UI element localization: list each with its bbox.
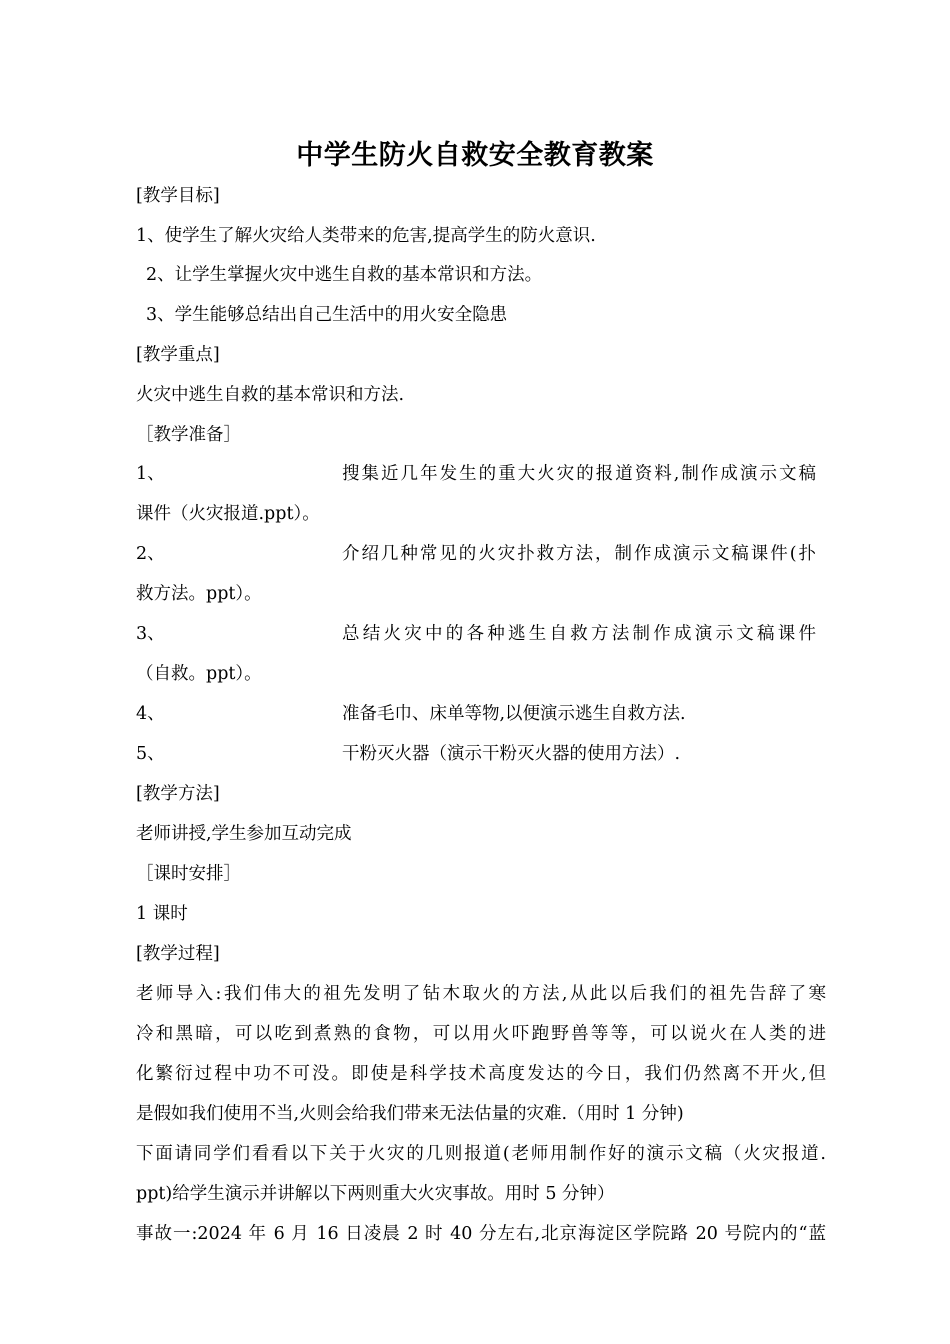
preparation-item-2-text: 介绍几种常见的火灾扑救方法，制作成演示文稿课件(扑 xyxy=(342,544,816,564)
preparation-item-4-text: 准备毛巾、床单等物,以便演示逃生自救方法. xyxy=(342,704,686,724)
preparation-item-4-number: 4、 xyxy=(136,704,165,724)
objective-item-2: 2、让学生掌握火灾中逃生自救的基本常识和方法。 xyxy=(146,265,543,285)
preparation-item-2-continuation: 救方法。ppt）。 xyxy=(136,584,262,604)
preparation-item-5-number: 5、 xyxy=(136,744,165,764)
preparation-item-1-number: 1、 xyxy=(136,464,165,484)
preparation-item-3-continuation: （自救。ppt）。 xyxy=(136,664,262,684)
accident-one-line: 事故一:2024 年 6 月 16 日凌晨 2 时 40 分左右,北京海淀区学院路 20 号院内的“蓝 xyxy=(136,1224,826,1244)
process-heading: [教学过程] xyxy=(136,944,220,964)
report-paragraph-line-2: ppt)给学生演示并讲解以下两则重大火灾事故。用时 5 分钟） xyxy=(136,1184,615,1204)
intro-paragraph-line-4: 是假如我们使用不当,火则会给我们带来无法估量的灾难.（用时 1 分钟) xyxy=(136,1104,684,1124)
objective-item-1: 1、使学生了解火灾给人类带来的危害,提高学生的防火意识. xyxy=(136,226,596,246)
schedule-text: 1 课时 xyxy=(136,904,188,924)
objective-item-3: 3、学生能够总结出自己生活中的用火安全隐患 xyxy=(146,305,508,325)
preparation-heading: ［教学准备］ xyxy=(136,425,241,445)
preparation-item-5-text: 干粉灭火器（演示干粉灭火器的使用方法）. xyxy=(342,744,681,764)
focus-text: 火灾中逃生自救的基本常识和方法. xyxy=(136,385,405,405)
intro-paragraph-line-3: 化繁衍过程中功不可没。即使是科学技术高度发达的今日，我们仍然离不开火,但 xyxy=(136,1064,826,1084)
objectives-heading: [教学目标] xyxy=(136,186,220,206)
preparation-item-1-text: 搜集近几年发生的重大火灾的报道资料,制作成演示文稿 xyxy=(342,464,816,484)
preparation-item-3-text: 总结火灾中的各种逃生自救方法制作成演示文稿课件 xyxy=(342,624,816,644)
report-paragraph-line-1: 下面请同学们看看以下关于火灾的几则报道(老师用制作好的演示文稿（火灾报道. xyxy=(136,1144,826,1164)
intro-paragraph-line-1: 老师导入:我们伟大的祖先发明了钻木取火的方法,从此以后我们的祖先告辞了寒 xyxy=(136,984,826,1004)
document-title: 中学生防火自救安全教育教案 xyxy=(296,140,654,171)
schedule-heading: ［课时安排］ xyxy=(136,864,241,884)
method-heading: [教学方法] xyxy=(136,784,220,804)
focus-heading: [教学重点] xyxy=(136,345,220,365)
preparation-item-3-number: 3、 xyxy=(136,624,165,644)
preparation-item-1-continuation: 课件（火灾报道.ppt）。 xyxy=(136,504,320,524)
intro-paragraph-line-2: 冷和黑暗，可以吃到煮熟的食物，可以用火吓跑野兽等等，可以说火在人类的进 xyxy=(136,1024,826,1044)
method-text: 老师讲授,学生参加互动完成 xyxy=(136,824,352,844)
preparation-item-2-number: 2、 xyxy=(136,544,165,564)
